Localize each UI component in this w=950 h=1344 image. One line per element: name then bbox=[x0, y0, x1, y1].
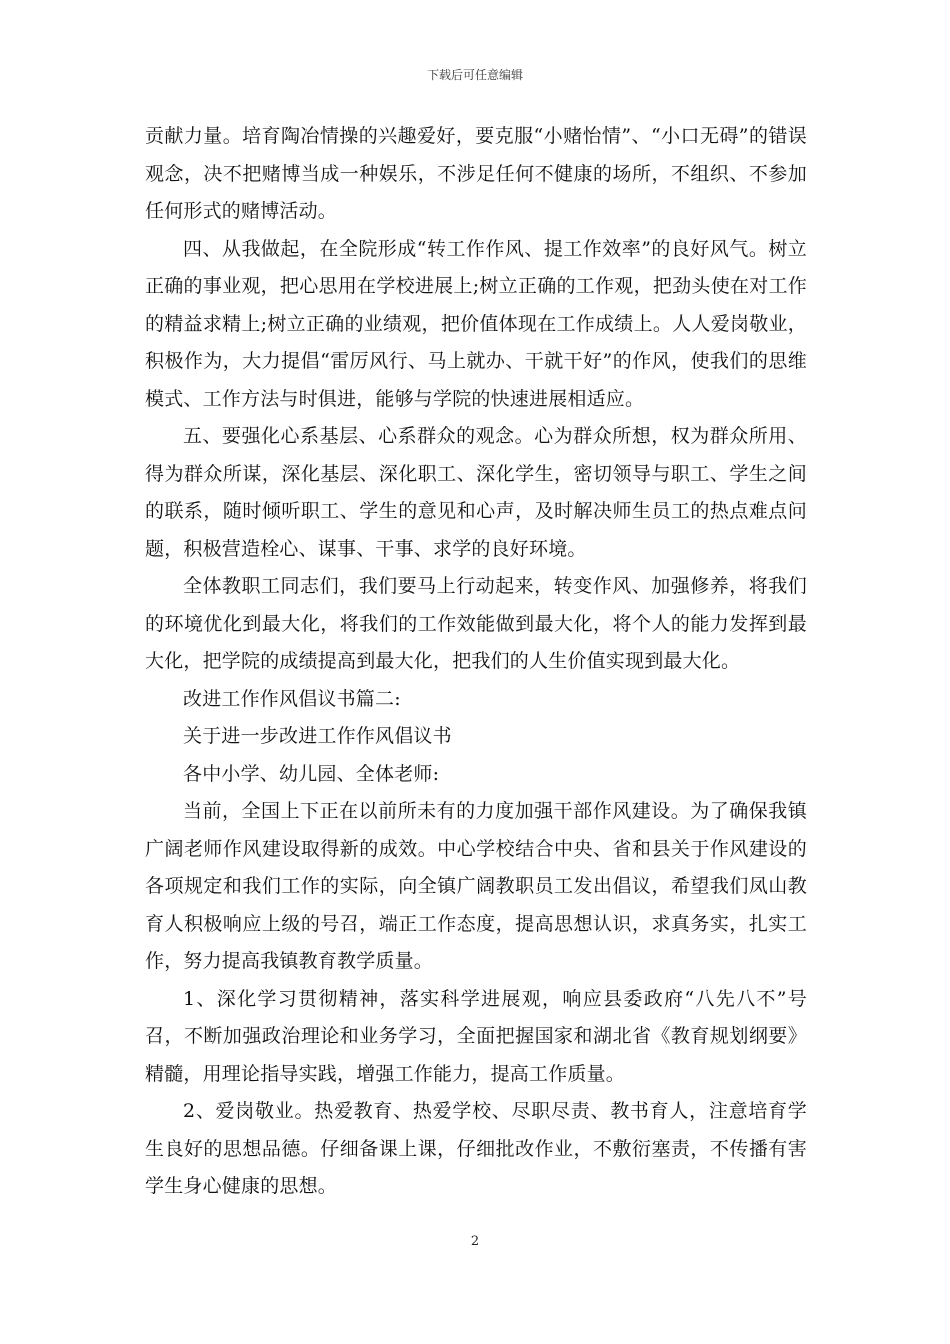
paragraph-item-two: 2、爱岗敬业。热爱教育、热爱学校、尽职尽责、教书育人，注意培育学生良好的思想品德。仔细备课上课，仔细批改作业，不敷衍塞责，不传播有害学生身心健康的思想。 bbox=[145, 1100, 807, 1197]
paragraph-introduction: 当前，全国上下正在以前所未有的力度加强干部作风建设。为了确保我镇广阔老师作风建设取得新的成效。中心学校结合中央、省和县关于作风建设的各项规定和我们工作的实际，向全镇广阔教职员工发出倡议，希望我们凤山教育人积极响应上级的号召，端正工作态度，提高思想认识，求真务实，扎实工作，努力提高我镇教育教学质量。 bbox=[145, 800, 807, 972]
paragraph-salutation: 各中小学、幼儿园、全体老师: bbox=[183, 762, 440, 785]
paragraph-section-five: 五、要强化心系基层、心系群众的观念。心为群众所想，权为群众所用、得为群众所谋，深化基层、深化职工、深化学生，密切领导与职工、学生之间的联系，随时倾听职工、学生的意见和心声，及时解决师生员工的热点难点问题，积极营造栓心、谋事、干事、求学的良好环境。 bbox=[145, 425, 807, 560]
paragraph-part-two-heading: 改进工作作风倡议书篇二: bbox=[183, 687, 401, 710]
document-body bbox=[145, 118, 807, 1206]
paragraph-item-one: 1、深化学习贯彻精神，落实科学进展观，响应县委政府“八先八不”号召，不断加强政治理论和业务学习，全面把握国家和湖北省《教育规划纲要》精髓，用理论指导实践，增强工作能力，提高工作质量。 bbox=[145, 987, 807, 1085]
paragraph-closing-appeal: 全体教职工同志们，我们要马上行动起来，转变作风、加强修养，将我们的环境优化到最大化，将我们的工作效能做到最大化，将个人的能力发挥到最大化，把学院的成绩提高到最大化，把我们的人生价值实现到最大化。 bbox=[145, 575, 807, 672]
paragraph-continuation: 贡献力量。培育陶冶情操的兴趣爱好，要克服“小赌怡情”、“小口无碍”的错误观念，决不把赌博当成一种娱乐，不涉足任何不健康的场所，不组织、不参加任何形式的赌博活动。 bbox=[145, 125, 807, 222]
paragraph-proposal-title: 关于进一步改进工作作风倡议书 bbox=[183, 725, 452, 747]
page-header: 下载后可任意编辑 bbox=[426, 68, 523, 82]
paragraph-section-four: 四、从我做起，在全院形成“转工作作风、提工作效率”的良好风气。树立正确的事业观，把心思用在学校进展上;树立正确的工作观，把劲头使在对工作的精益求精上;树立正确的业绩观，把价值体现在工作成绩上。人人爱岗敬业，积极作为，大力提倡“雷厉风行、马上就办、干就干好”的作风，使我们的思维模式、工作方法与时俱进，能够与学院的快速进展相适应。 bbox=[145, 237, 807, 410]
page-number: 2 bbox=[470, 1234, 480, 1249]
